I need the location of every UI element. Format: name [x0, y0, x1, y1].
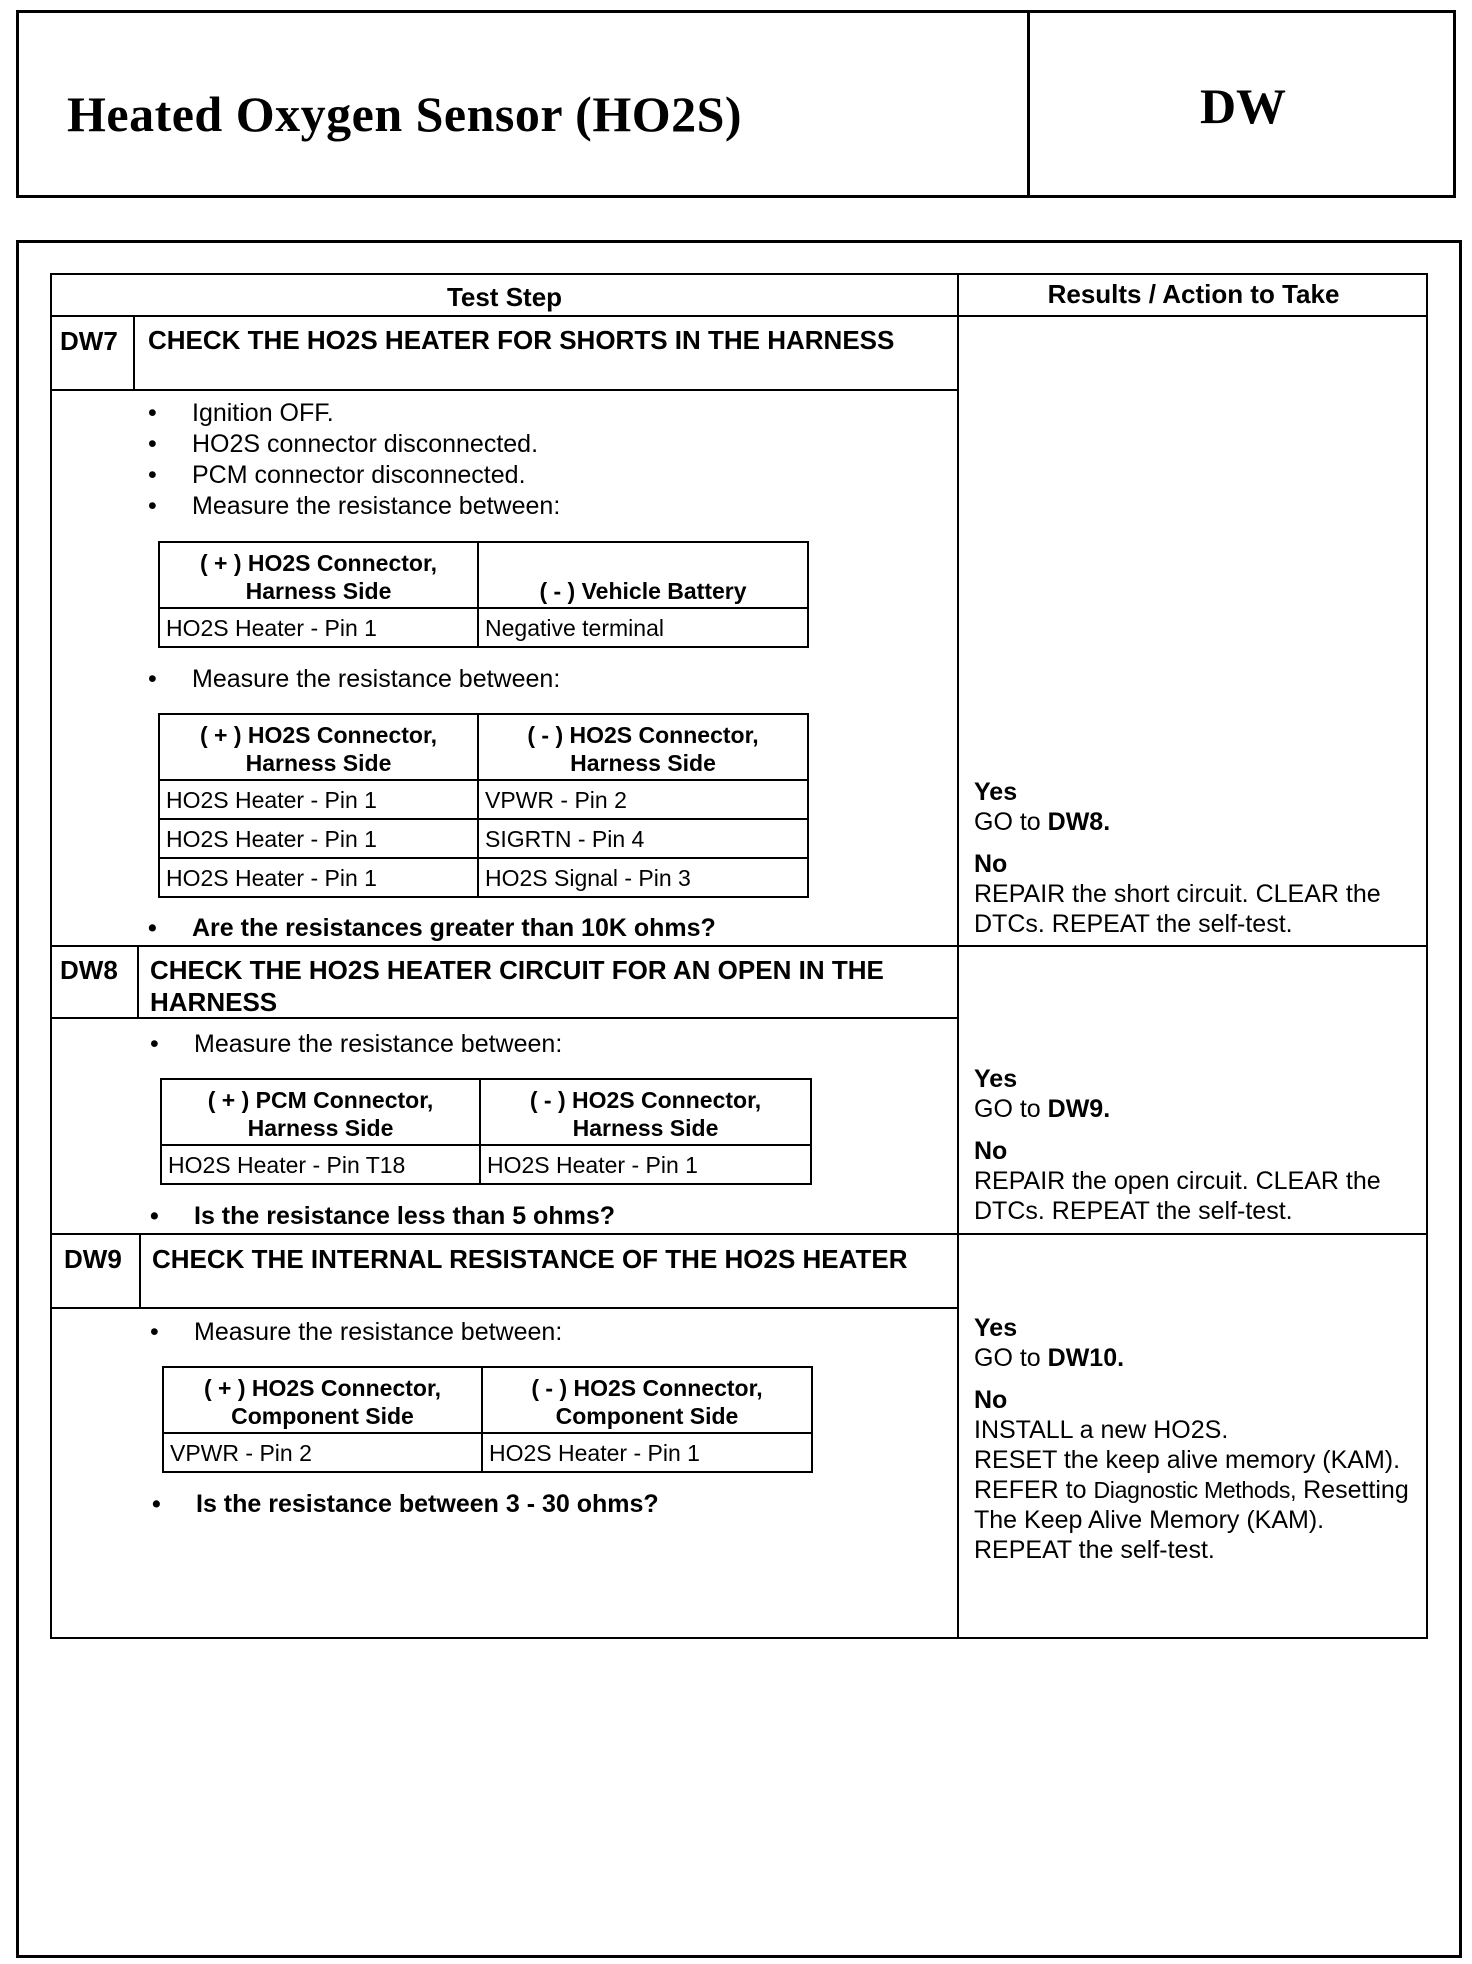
table-row [161, 1145, 811, 1184]
step-id-divider [139, 1233, 141, 1309]
list-item: • Measure the resistance between: [148, 491, 560, 522]
table-header: ( + ) HO2S Connector, [199, 550, 438, 576]
table-header: Harness Side [247, 1115, 394, 1141]
table-cell: HO2S Signal - Pin 3 [478, 858, 808, 897]
step-title: CHECK THE HO2S HEATER CIRCUIT FOR AN OPEN IN THE HARNESS [150, 955, 884, 1017]
row-divider-dw9 [50, 1233, 1428, 1235]
table-cell: HO2S Heater - Pin 1 [159, 858, 478, 897]
measurement-table [158, 713, 809, 898]
table-header: ( - ) Vehicle Battery [539, 578, 747, 604]
page-title: Heated Oxygen Sensor (HO2S) [67, 86, 743, 142]
result-no-text: RESET the keep alive memory (KAM). REFER to [974, 1446, 1401, 1504]
step-title-underline [50, 389, 957, 391]
table-row [159, 780, 808, 819]
step-id: DW9 [64, 1244, 122, 1274]
step-instructions [148, 398, 560, 522]
header-row-divider [50, 315, 1428, 317]
measurement-table [158, 541, 809, 648]
row-divider-dw8 [50, 945, 1428, 947]
column-header-results: Results / Action to Take [1047, 279, 1340, 309]
table-cell: HO2S Heater - Pin 1 [159, 608, 478, 647]
table-cell: HO2S Heater - Pin 1 [159, 780, 478, 819]
table-header: ( - ) HO2S Connector, [527, 722, 759, 748]
table-header: ( - ) HO2S Connector, [529, 1087, 762, 1113]
table-row [159, 819, 808, 858]
table-cell: HO2S Heater - Pin 1 [159, 819, 478, 858]
list-item: • Ignition OFF. [148, 398, 560, 429]
table-header: Component Side [555, 1403, 739, 1429]
table-cell: Negative terminal [478, 608, 808, 647]
result-yes-target: DW10. [1047, 1344, 1125, 1372]
table-cell: VPWR - Pin 2 [478, 780, 808, 819]
result-no-label: No [974, 1386, 1008, 1414]
list-item: • PCM connector disconnected. [148, 460, 560, 491]
result-yes-label: Yes [974, 1065, 1018, 1093]
result-reference: Diagnostic Methods, [1093, 1477, 1297, 1503]
result-no-text: REPAIR the short circuit. CLEAR the DTCs. REPEAT the self-test. [974, 880, 1381, 938]
measurement-table [160, 1078, 812, 1185]
table-row [163, 1433, 812, 1472]
result-yes-target: DW9. [1047, 1095, 1111, 1123]
result-yes-label: Yes [974, 1314, 1018, 1342]
section-code: DW [1199, 78, 1287, 134]
table-header: Harness Side [245, 750, 392, 776]
step-result [974, 1313, 1426, 1565]
result-yes-prefix: GO to [974, 1095, 1041, 1123]
step-id: DW8 [60, 955, 118, 985]
step-title: CHECK THE HO2S HEATER FOR SHORTS IN THE HARNESS [148, 325, 895, 355]
list-item: • HO2S connector disconnected. [148, 429, 560, 460]
table-row [159, 608, 808, 647]
table-cell: HO2S Heater - Pin 1 [480, 1145, 811, 1184]
result-no-text: INSTALL a new HO2S. [974, 1416, 1229, 1444]
result-no-text: Resetting The Keep Alive Memory (KAM). REPEAT the self-test. [974, 1476, 1409, 1564]
result-yes-target: DW8. [1047, 808, 1111, 836]
column-header-test-step: Test Step [446, 282, 563, 312]
table-row [159, 858, 808, 897]
column-divider [957, 273, 959, 1639]
table-header: ( + ) PCM Connector, [207, 1087, 434, 1113]
table-header: Harness Side [245, 578, 392, 604]
step-result [974, 777, 1434, 939]
table-header: Harness Side [572, 1115, 719, 1141]
table-header: ( + ) HO2S Connector, [203, 1375, 442, 1401]
step-title-underline [50, 1307, 957, 1309]
table-header: Harness Side [570, 750, 716, 776]
table-header: ( - ) HO2S Connector, [531, 1375, 763, 1401]
table-cell: HO2S Heater - Pin T18 [161, 1145, 480, 1184]
step-id-divider [133, 315, 135, 391]
result-yes-prefix: GO to [974, 1344, 1041, 1372]
result-yes-prefix: GO to [974, 808, 1041, 836]
result-no-label: No [974, 1137, 1008, 1165]
step-id-divider [137, 945, 139, 1019]
step-title: CHECK THE INTERNAL RESISTANCE OF THE HO2S HEATER [152, 1244, 908, 1274]
table-header: Component Side [231, 1403, 414, 1429]
measurement-table [162, 1366, 813, 1473]
step-id: DW7 [60, 326, 118, 356]
result-no-label: No [974, 850, 1008, 878]
result-yes-label: Yes [974, 778, 1018, 806]
table-cell: SIGRTN - Pin 4 [478, 819, 808, 858]
step-result [974, 1064, 1434, 1226]
table-cell: VPWR - Pin 2 [163, 1433, 482, 1472]
table-header: ( + ) HO2S Connector, [199, 722, 438, 748]
table-cell: HO2S Heater - Pin 1 [482, 1433, 812, 1472]
result-no-text: REPAIR the open circuit. CLEAR the DTCs. REPEAT the self-test. [974, 1167, 1381, 1225]
page-header [16, 10, 1456, 198]
